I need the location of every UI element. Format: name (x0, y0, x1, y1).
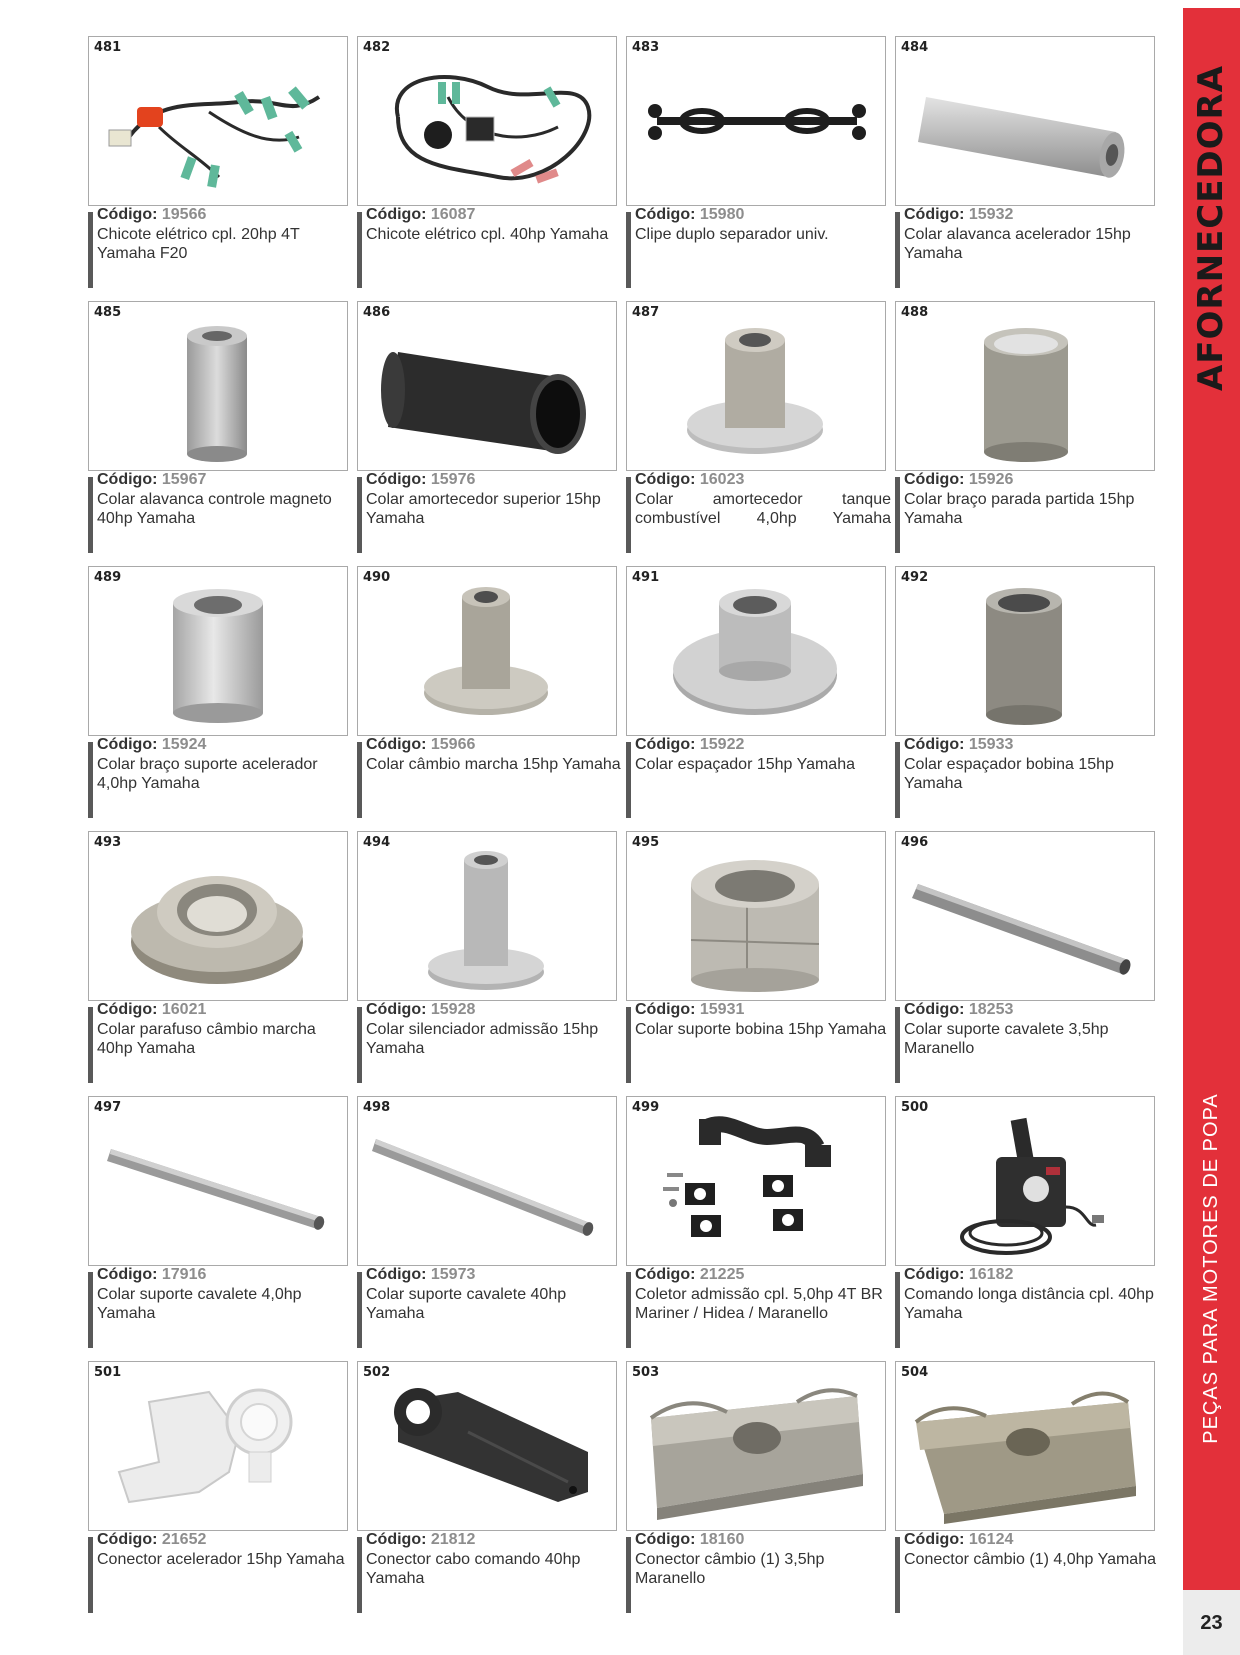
product-card[interactable] (895, 1361, 1155, 1617)
product-description: Comando longa distância cpl. 40hp Yamaha (904, 1286, 1154, 1322)
wiring-harness-icon (89, 37, 347, 205)
accent-bar (895, 1537, 900, 1613)
product-image-frame (895, 301, 1155, 471)
product-code (97, 471, 206, 489)
product-image-frame (895, 1361, 1155, 1531)
product-card[interactable] (895, 301, 1155, 557)
product-image-frame (357, 301, 617, 471)
accent-bar (357, 212, 362, 288)
product-image-frame (357, 36, 617, 206)
product-card[interactable] (626, 1361, 886, 1617)
item-number: 489 (94, 570, 122, 585)
product-image-frame (895, 566, 1155, 736)
product-image-frame (895, 831, 1155, 1001)
product-code (635, 1531, 744, 1549)
product-description: Conector câmbio (1) 4,0hp Yamaha (904, 1551, 1156, 1568)
code-label: Código: (904, 471, 965, 488)
metal-sleeve-icon (89, 302, 347, 470)
accent-bar (357, 742, 362, 818)
product-info (357, 1001, 619, 1085)
product-card[interactable] (626, 301, 891, 557)
intake-manifold-icon (627, 1097, 885, 1265)
accent-bar (626, 1272, 631, 1348)
product-code (366, 471, 475, 489)
accent-bar (626, 477, 631, 553)
code-label: Código: (904, 1266, 965, 1283)
product-info (357, 736, 619, 820)
product-info (88, 1266, 350, 1350)
flanged-bushing-icon (627, 302, 885, 470)
item-number: 482 (363, 40, 391, 55)
product-code (635, 471, 744, 489)
code-value: 18160 (699, 1531, 745, 1548)
product-code (97, 1531, 206, 1549)
brand-text: AFORNECEDORA (1191, 64, 1232, 392)
accent-bar (895, 1007, 900, 1083)
product-description: Colar espaçador bobina 15hp Yamaha (904, 756, 1114, 792)
long-sleeve-icon (896, 37, 1154, 205)
product-description: Clipe duplo separador univ. (635, 226, 829, 243)
wide-sleeve-icon (896, 567, 1154, 735)
product-card[interactable] (626, 36, 886, 292)
accent-bar (626, 1537, 631, 1613)
page-number: 23 (1200, 1612, 1223, 1634)
item-number: 481 (94, 40, 122, 55)
product-card[interactable] (895, 831, 1155, 1087)
product-description: Coletor admissão cpl. 5,0hp 4T BR Mariner / Hidea / Maranello (635, 1286, 883, 1322)
product-card[interactable] (88, 566, 348, 822)
product-info (626, 206, 888, 290)
item-number: 492 (901, 570, 929, 585)
code-label: Código: (635, 1001, 696, 1018)
code-label: Código: (635, 471, 696, 488)
wide-flanged-bushing-icon (627, 567, 885, 735)
product-card[interactable] (626, 1096, 886, 1352)
code-label: Código: (904, 1001, 965, 1018)
product-code (904, 1001, 1013, 1019)
product-image-frame (626, 301, 886, 471)
accent-bar (895, 742, 900, 818)
accent-bar (88, 477, 93, 553)
code-value: 16023 (699, 471, 745, 488)
product-code (904, 206, 1013, 224)
accent-bar (88, 1537, 93, 1613)
code-label: Código: (366, 206, 427, 223)
product-code (904, 471, 1013, 489)
product-info (88, 206, 350, 290)
product-description: Colar amortecedor superior 15hp Yamaha (366, 491, 601, 527)
code-label: Código: (635, 206, 696, 223)
item-number: 483 (632, 40, 660, 55)
product-info (895, 1266, 1157, 1350)
code-label: Código: (635, 1266, 696, 1283)
product-image-frame (626, 566, 886, 736)
item-number: 494 (363, 835, 391, 850)
item-number: 493 (94, 835, 122, 850)
tall-flanged-bushing-icon (358, 832, 616, 1000)
product-card[interactable] (88, 831, 348, 1087)
code-value: 16087 (430, 206, 476, 223)
product-info (88, 1001, 350, 1085)
product-image-frame (357, 1096, 617, 1266)
product-code (635, 1001, 744, 1019)
code-value: 21812 (430, 1531, 476, 1548)
code-label: Código: (97, 206, 158, 223)
section-title (1183, 1088, 1240, 1448)
product-card[interactable] (626, 831, 886, 1087)
accent-bar (88, 742, 93, 818)
product-card[interactable] (895, 36, 1155, 292)
code-value: 15967 (161, 471, 207, 488)
product-info (895, 1531, 1157, 1615)
product-description: Colar suporte bobina 15hp Yamaha (635, 1021, 887, 1038)
code-label: Código: (97, 1266, 158, 1283)
item-number: 503 (632, 1365, 660, 1380)
item-number: 497 (94, 1100, 122, 1115)
product-card[interactable] (88, 301, 348, 557)
wiring-harness-connector-icon (358, 37, 616, 205)
product-info (357, 1531, 619, 1615)
product-code (635, 1266, 744, 1284)
product-description: Colar espaçador 15hp Yamaha (635, 756, 855, 773)
product-code (904, 1266, 1013, 1284)
product-description: Colar alavanca acelerador 15hp Yamaha (904, 226, 1131, 262)
code-value: 15922 (699, 736, 745, 753)
catalog-sidebar (1183, 8, 1240, 1590)
item-number: 490 (363, 570, 391, 585)
product-card[interactable] (357, 831, 617, 1087)
code-label: Código: (904, 206, 965, 223)
thick-ring-icon (627, 832, 885, 1000)
product-code (635, 736, 744, 754)
accent-bar (895, 477, 900, 553)
product-description: Conector câmbio (1) 3,5hp Maranello (635, 1551, 825, 1587)
shift-block-icon (627, 1362, 885, 1530)
item-number: 501 (94, 1365, 122, 1380)
product-image-frame (88, 1361, 348, 1531)
item-number: 498 (363, 1100, 391, 1115)
item-number: 502 (363, 1365, 391, 1380)
product-card[interactable] (88, 1361, 348, 1617)
code-value: 15966 (430, 736, 476, 753)
product-image-frame (88, 831, 348, 1001)
product-description: Colar suporte cavalete 40hp Yamaha (366, 1286, 567, 1322)
product-code (97, 736, 206, 754)
accent-bar (895, 212, 900, 288)
product-card[interactable] (88, 36, 348, 292)
item-number: 491 (632, 570, 660, 585)
product-image-frame (88, 1096, 348, 1266)
product-info (895, 471, 1157, 555)
product-image-frame (88, 566, 348, 736)
product-info (626, 736, 888, 820)
code-value: 21225 (699, 1266, 745, 1283)
flanged-bushing-icon (358, 567, 616, 735)
product-code (97, 1001, 206, 1019)
product-code (97, 206, 206, 224)
product-code (366, 206, 475, 224)
product-info (626, 1531, 888, 1615)
page-number-box (1183, 1590, 1240, 1655)
code-value: 15933 (968, 736, 1014, 753)
thick-flanged-ring-icon (89, 832, 347, 1000)
item-number: 484 (901, 40, 929, 55)
code-label: Código: (366, 1001, 427, 1018)
product-description: Conector acelerador 15hp Yamaha (97, 1551, 345, 1568)
tube-icon (896, 832, 1154, 1000)
product-description: Colar câmbio marcha 15hp Yamaha (366, 756, 621, 773)
product-info (626, 1266, 888, 1350)
product-info (357, 206, 619, 290)
product-info (88, 736, 350, 820)
product-image-frame (88, 301, 348, 471)
code-label: Código: (97, 471, 158, 488)
shift-block-icon (896, 1362, 1154, 1530)
product-image-frame (357, 566, 617, 736)
item-number: 488 (901, 305, 929, 320)
item-number: 485 (94, 305, 122, 320)
code-value: 16021 (161, 1001, 207, 1018)
code-label: Código: (366, 1266, 427, 1283)
code-value: 18253 (968, 1001, 1014, 1018)
product-code (366, 1266, 475, 1284)
double-clip-icon (627, 37, 885, 205)
product-image-frame (626, 1361, 886, 1531)
code-value: 15932 (968, 206, 1014, 223)
product-image-frame (626, 831, 886, 1001)
brand-logo (1183, 64, 1240, 392)
code-value: 15980 (699, 206, 745, 223)
product-info (895, 206, 1157, 290)
plastic-connector-icon (89, 1362, 347, 1530)
short-sleeve-icon (89, 567, 347, 735)
remote-control-icon (896, 1097, 1154, 1265)
item-number: 499 (632, 1100, 660, 1115)
code-value: 15926 (968, 471, 1014, 488)
product-info (357, 471, 619, 555)
item-number: 487 (632, 305, 660, 320)
item-number: 495 (632, 835, 660, 850)
section-text: PEÇAS PARA MOTORES DE POPA (1200, 1092, 1222, 1444)
code-label: Código: (635, 1531, 696, 1548)
product-card[interactable] (895, 1096, 1155, 1352)
accent-bar (88, 1007, 93, 1083)
product-code (904, 1531, 1013, 1549)
code-label: Código: (904, 736, 965, 753)
product-info (626, 471, 891, 555)
product-card[interactable] (88, 1096, 348, 1352)
product-code (366, 736, 475, 754)
wide-sleeve-icon (896, 302, 1154, 470)
code-value: 15976 (430, 471, 476, 488)
product-card[interactable] (357, 1096, 617, 1352)
product-card[interactable] (357, 566, 621, 822)
product-description: Chicote elétrico cpl. 40hp Yamaha (366, 226, 609, 243)
tube-icon (358, 1097, 616, 1265)
accent-bar (626, 1007, 631, 1083)
product-description: Colar braço parada partida 15hp Yamaha (904, 491, 1135, 527)
item-number: 486 (363, 305, 391, 320)
item-number: 496 (901, 835, 929, 850)
code-value: 16124 (968, 1531, 1014, 1548)
code-label: Código: (97, 1531, 158, 1548)
product-description: Chicote elétrico cpl. 20hp 4T Yamaha F20 (97, 226, 300, 262)
product-card[interactable] (357, 36, 617, 292)
cable-end-connector-icon (358, 1362, 616, 1530)
accent-bar (895, 1272, 900, 1348)
product-code (366, 1531, 475, 1549)
product-info (357, 1266, 619, 1350)
product-code (366, 1001, 475, 1019)
product-image-frame (626, 1096, 886, 1266)
accent-bar (626, 742, 631, 818)
code-label: Código: (366, 736, 427, 753)
product-image-frame (626, 36, 886, 206)
product-code (97, 1266, 206, 1284)
code-label: Código: (904, 1531, 965, 1548)
product-image-frame (88, 36, 348, 206)
product-card[interactable] (626, 566, 886, 822)
product-info (895, 736, 1157, 820)
code-label: Código: (366, 471, 427, 488)
accent-bar (626, 212, 631, 288)
code-label: Código: (366, 1531, 427, 1548)
product-description: Colar suporte cavalete 4,0hp Yamaha (97, 1286, 302, 1322)
code-value: 15928 (430, 1001, 476, 1018)
product-info (626, 1001, 888, 1085)
product-info (88, 471, 350, 555)
product-card[interactable] (357, 301, 617, 557)
product-info (895, 1001, 1157, 1085)
code-label: Código: (97, 736, 158, 753)
product-description: Colar silenciador admissão 15hp Yamaha (366, 1021, 599, 1057)
product-description: Conector cabo comando 40hp Yamaha (366, 1551, 581, 1587)
code-value: 19566 (161, 206, 207, 223)
product-description: Colar suporte cavalete 3,5hp Maranello (904, 1021, 1109, 1057)
product-info (88, 1531, 350, 1615)
product-description: Colar alavanca controle magneto 40hp Yamaha (97, 491, 332, 527)
code-label: Código: (97, 1001, 158, 1018)
product-image-frame (895, 1096, 1155, 1266)
accent-bar (357, 1007, 362, 1083)
product-image-frame (357, 1361, 617, 1531)
code-label: Código: (635, 736, 696, 753)
accent-bar (357, 1537, 362, 1613)
product-description: Colar parafuso câmbio marcha 40hp Yamaha (97, 1021, 316, 1057)
code-value: 17916 (161, 1266, 207, 1283)
code-value: 15924 (161, 736, 207, 753)
accent-bar (88, 1272, 93, 1348)
code-value: 16182 (968, 1266, 1014, 1283)
accent-bar (357, 1272, 362, 1348)
accent-bar (357, 477, 362, 553)
code-value: 15931 (699, 1001, 745, 1018)
product-image-frame (895, 36, 1155, 206)
product-code (904, 736, 1013, 754)
product-code (635, 206, 744, 224)
code-value: 15973 (430, 1266, 476, 1283)
product-card[interactable] (357, 1361, 617, 1617)
rubber-sleeve-icon (358, 302, 616, 470)
accent-bar (88, 212, 93, 288)
code-value: 21652 (161, 1531, 207, 1548)
item-number: 500 (901, 1100, 929, 1115)
item-number: 504 (901, 1365, 929, 1380)
tube-icon (89, 1097, 347, 1265)
product-description: Colar amortecedor tanque combustível 4,0hp Yamaha (635, 491, 891, 527)
product-image-frame (357, 831, 617, 1001)
product-card[interactable] (895, 566, 1155, 822)
product-description: Colar braço suporte acelerador 4,0hp Yamaha (97, 756, 318, 792)
